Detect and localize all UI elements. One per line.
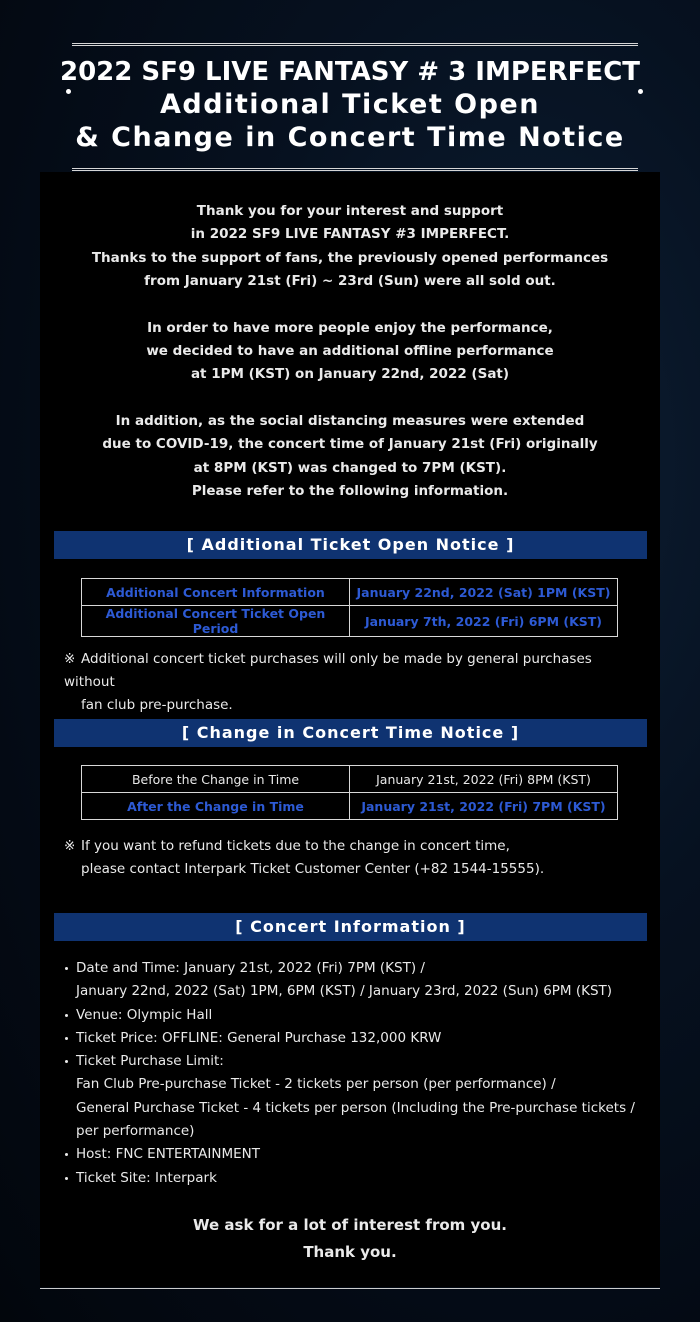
- table-value-cell: January 21st, 2022 (Fri) 8PM (KST): [350, 766, 618, 793]
- intro-line: in 2022 SF9 LIVE FANTASY #3 IMPERFECT.: [190, 226, 510, 243]
- table-value-cell: January 21st, 2022 (Fri) 7PM (KST): [350, 793, 618, 820]
- list-item-line: Ticket Price: OFFLINE: General Purchase 132,000 KRW: [76, 1029, 442, 1046]
- list-item-line: Fan Club Pre-purchase Ticket - 2 tickets per person (per performance) /: [76, 1076, 556, 1093]
- closing-line: Thank you.: [303, 1243, 397, 1261]
- closing-message: [40, 1212, 660, 1266]
- table-label-cell: Additional Concert Information: [82, 579, 350, 606]
- ticket-notice-heading: [ Additional Ticket Open Notice ]: [54, 531, 647, 559]
- table-row: [82, 579, 618, 606]
- title-bottom-rule: [72, 168, 638, 171]
- intro-line: at 8PM (KST) was changed to 7PM (KST).: [193, 459, 507, 476]
- closing-line: We ask for a lot of interest from you.: [193, 1216, 507, 1234]
- concert-info-heading: [ Concert Information ]: [54, 913, 647, 941]
- time-notice-table: [81, 765, 618, 820]
- intro-text: [40, 200, 660, 526]
- note-line: If you want to refund tickets due to the change in concert time,: [81, 838, 510, 854]
- list-item-line: Host: FNC ENTERTAINMENT: [76, 1146, 260, 1163]
- ticket-notice-note: [64, 648, 644, 717]
- title-line-3: & Change in Concert Time Notice: [75, 122, 625, 153]
- list-item: [62, 1027, 652, 1050]
- top-rule: [72, 43, 638, 46]
- note-line: Additional concert ticket purchases will only be made by general purchases without: [64, 651, 592, 690]
- list-item: [62, 1050, 652, 1143]
- intro-line: Thank you for your interest and support: [196, 203, 504, 219]
- table-row: [82, 766, 618, 793]
- ticket-notice-table: [81, 578, 618, 637]
- note-line: fan club pre-purchase.: [81, 697, 233, 713]
- intro-line: we decided to have an additional offline performance: [146, 343, 554, 360]
- list-item: [62, 957, 652, 1004]
- intro-line: Thanks to the support of fans, the previously opened performances: [91, 249, 609, 266]
- intro-line: from January 21st (Fri) ~ 23rd (Sun) were all sold out.: [144, 273, 556, 290]
- list-item-line: January 22nd, 2022 (Sat) 1PM, 6PM (KST) / January 23rd, 2022 (Sun) 6PM (KST): [76, 983, 613, 1000]
- list-item-line: Venue: Olympic Hall: [76, 1006, 213, 1023]
- page-title: [0, 56, 700, 154]
- table-row: [82, 793, 618, 820]
- note-line: please contact Interpark Ticket Customer Center (+82 1544-15555).: [81, 861, 545, 877]
- table-label-cell: Before the Change in Time: [82, 766, 350, 793]
- list-item: [62, 1167, 652, 1190]
- intro-paragraph-2: [40, 317, 660, 387]
- time-notice-heading: [ Change in Concert Time Notice ]: [54, 719, 647, 747]
- intro-line: In addition, as the social distancing measures were extended: [115, 412, 585, 429]
- intro-paragraph-1: [40, 200, 660, 294]
- bottom-rule: [40, 1288, 660, 1289]
- time-notice-note: [64, 835, 644, 881]
- table-value-cell: January 22nd, 2022 (Sat) 1PM (KST): [350, 579, 618, 606]
- table-row: [82, 606, 618, 637]
- list-item: [62, 1143, 652, 1166]
- list-item-line: General Purchase Ticket - 4 tickets per person (Including the Pre-purchase tickets /: [76, 1099, 635, 1116]
- list-item-line: Ticket Site: Interpark: [76, 1169, 217, 1186]
- intro-line: Please refer to the following information.: [191, 483, 509, 500]
- reference-mark-icon: ※: [64, 651, 76, 667]
- intro-paragraph-3: [40, 410, 660, 504]
- table-label-cell: After the Change in Time: [82, 793, 350, 820]
- title-line-1: 2022 SF9 LIVE FANTASY # 3 IMPERFECT: [59, 57, 641, 87]
- list-item-line: Date and Time: January 21st, 2022 (Fri) 7PM (KST) /: [76, 960, 425, 976]
- list-item-line: Ticket Purchase Limit:: [76, 1053, 224, 1070]
- concert-info-list: [62, 957, 652, 1190]
- title-line-2: Additional Ticket Open: [160, 89, 540, 120]
- reference-mark-icon: ※: [64, 838, 76, 854]
- table-label-cell: Additional Concert Ticket Open Period: [82, 606, 350, 637]
- list-item: [62, 1004, 652, 1027]
- intro-line: at 1PM (KST) on January 22nd, 2022 (Sat): [190, 366, 510, 383]
- intro-line: due to COVID-19, the concert time of January 21st (Fri) originally: [102, 436, 598, 453]
- table-value-cell: January 7th, 2022 (Fri) 6PM (KST): [350, 606, 618, 637]
- list-item-line: per performance): [76, 1123, 195, 1140]
- intro-line: In order to have more people enjoy the performance,: [147, 319, 553, 336]
